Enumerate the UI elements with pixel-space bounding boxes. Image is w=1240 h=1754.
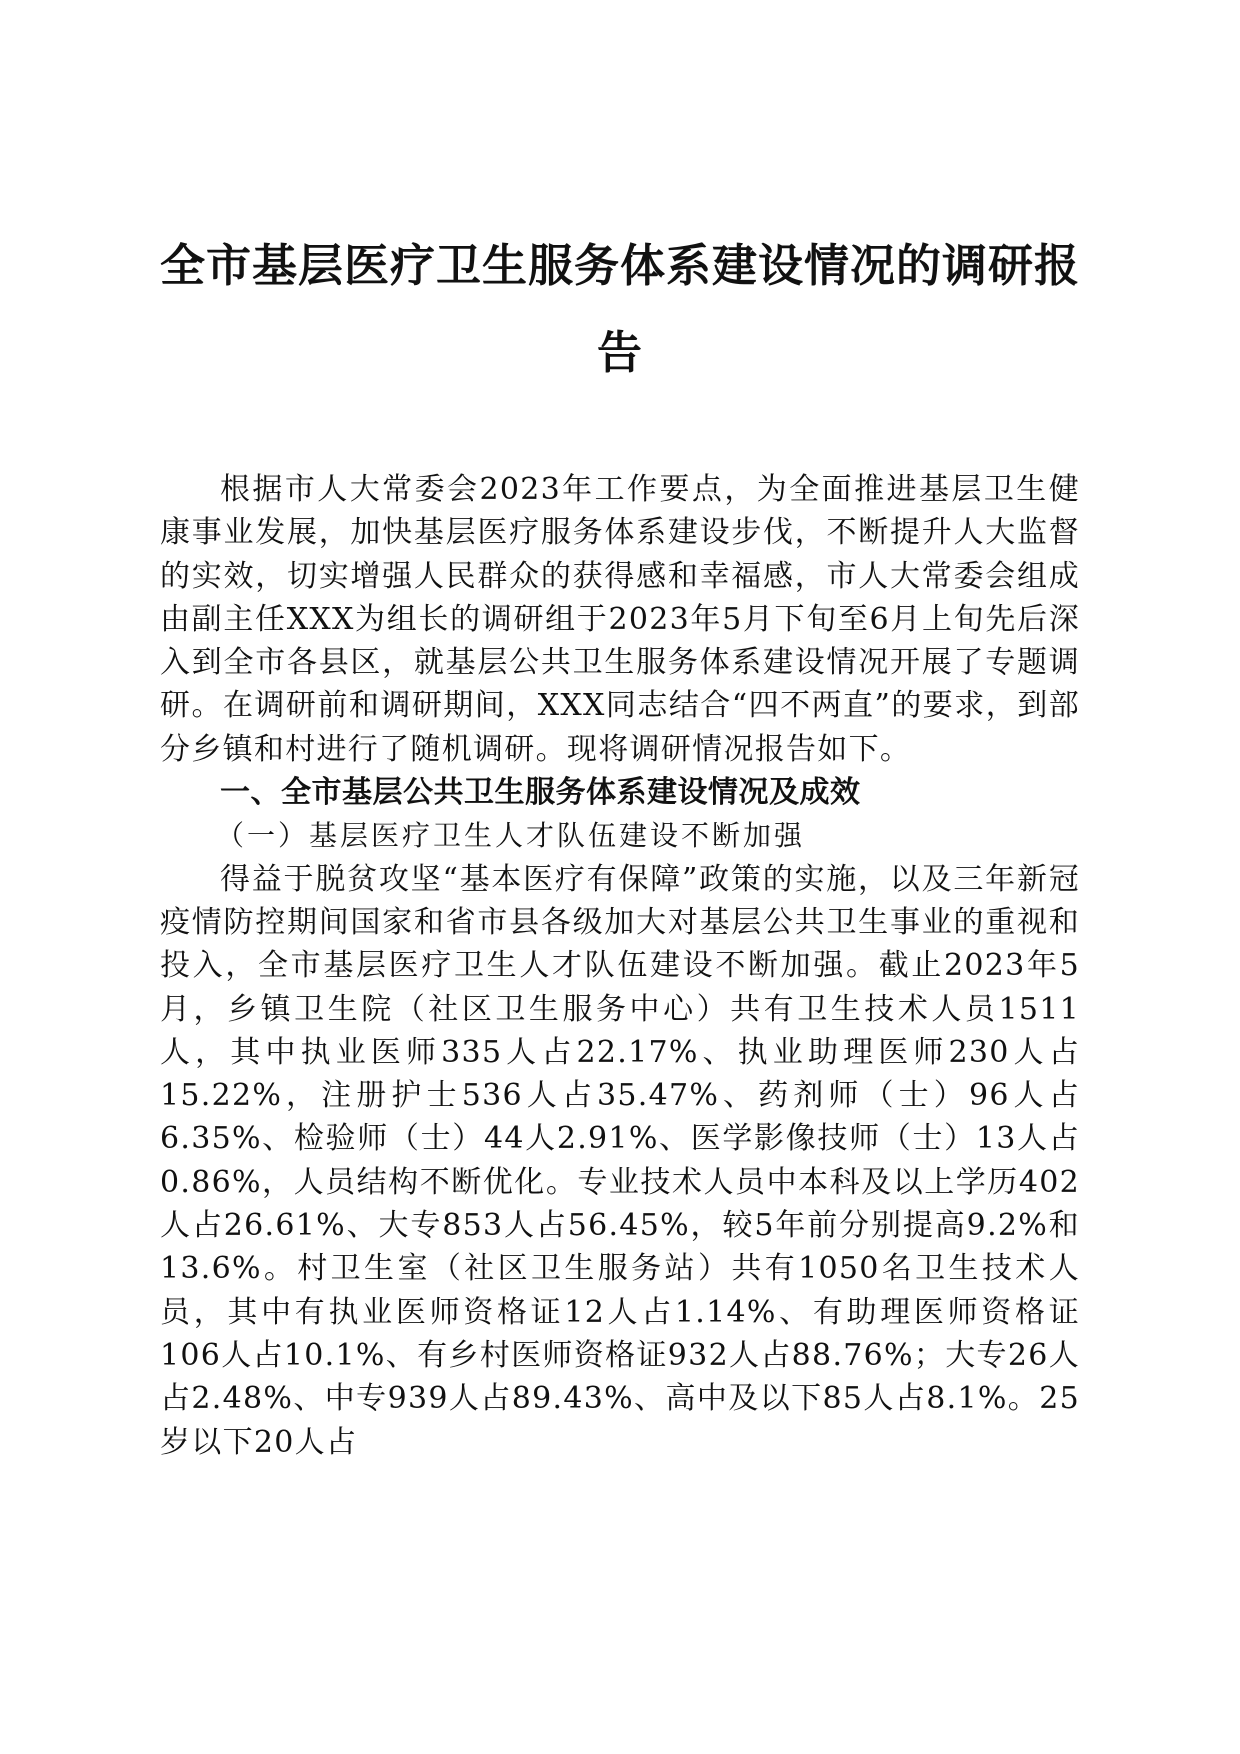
document-title: 全市基层医疗卫生服务体系建设情况的调研报告: [159, 239, 1080, 379]
intro-paragraph: 根据市人大常委会2023年工作要点，为全面推进基层卫生健康事业发展，加快基层医疗服务体系建设步伐，不断提升人大监督的实效，切实增强人民群众的获得感和幸福感，市人大常委会组成由副主任XXX为组长的调研组于2023年5月下旬至6月上旬先后深入到全市各县区，就基层公共卫生服务体系建设情况开展了专题调研。在调研前和调研期间，XXX同志结合“四不两直”的要求，到部分乡镇和村进行了随机调研。现将调研情况报告如下。: [160, 472, 1080, 767]
section-heading: 一、全市基层公共卫生服务体系建设情况及成效: [220, 775, 861, 811]
body-paragraph: 得益于脱贫攻坚“基本医疗有保障”政策的实施，以及三年新冠疫情防控期间国家和省市县各级加大对基层公共卫生事业的重视和投入，全市基层医疗卫生人才队伍建设不断加强。截止2023年5月，乡镇卫生院（社区卫生服务中心）共有卫生技术人员1511人，其中执业医师335人占22.17%、执业助理医师230人占15.22%，注册护士536人占35.47%、药剂师（士）96人占6.35%、检验师（士）44人2.91%、医学影像技师（士）13人占0.86%，人员结构不断优化。专业技术人员中本科及以上学历402人占26.61%、大专853人占56.45%，较5年前分别提高9.2%和13.6%。村卫生室（社区卫生服务站）共有1050名卫生技术人员，其中有执业医师资格证12人占1.14%、有助理医师资格证106人占10.1%、有乡村医师资格证932人占88.76%；大专26人占2.48%、中专939人占89.43%、高中及以下85人占8.1%。25岁以下20人占: [160, 861, 1080, 1460]
document-body: [160, 468, 1080, 1464]
subsection-heading: （一）基层医疗卫生人才队伍建设不断加强: [216, 819, 806, 853]
